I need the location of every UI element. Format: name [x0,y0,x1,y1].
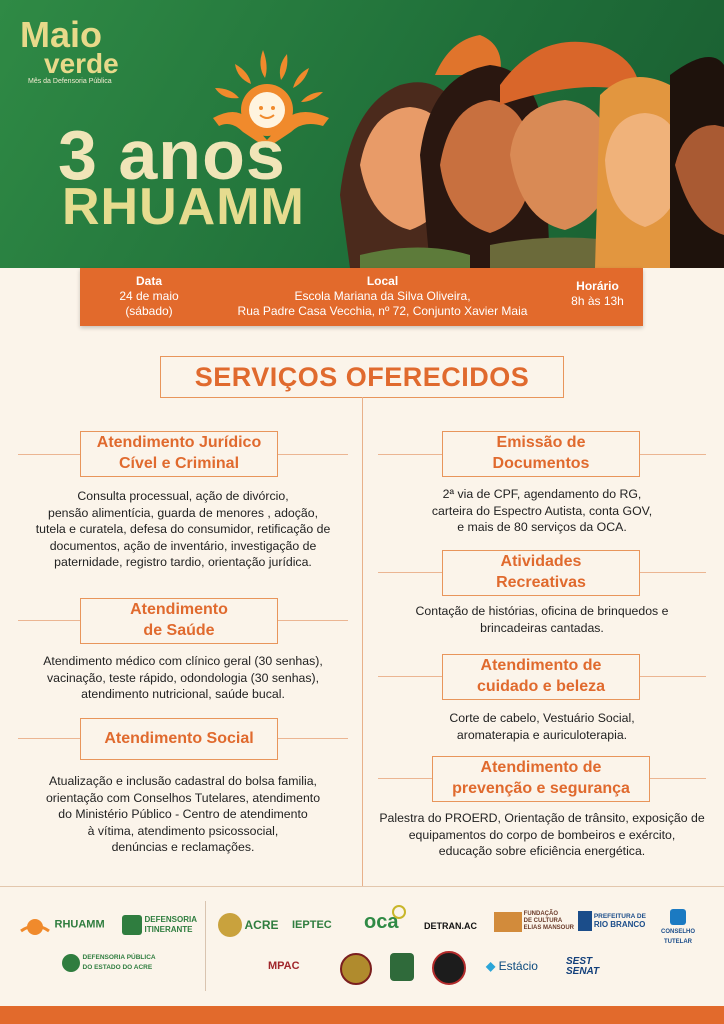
event-info-bar [80,268,643,326]
desc-line: Atualização e inclusão cadastral do bolsa familia, [49,774,317,788]
desc-line: vacinação, teste rápido, odondologia (30 senhas), [46,670,320,685]
heading-line1: Atendimento de [480,759,602,776]
date-day: (sábado) [125,304,173,318]
desc-documentos [378,486,706,536]
info-place [220,274,545,319]
heading-seguranca [432,756,650,802]
fundacao-line2: DE CULTURA [523,918,563,924]
bombeiros-badge-logo [432,951,466,985]
detran-text: DETRAN.AC [424,921,477,931]
heading-documentos [442,431,640,477]
sest-senat-logo [566,957,599,977]
rhuamm-logo [18,913,110,937]
defensoria-line2: DO ESTADO DO ACRE [82,964,153,971]
heading-line2: Cível e Criminal [118,455,240,472]
logo-maio: Maio [20,14,103,55]
heading-beleza [442,654,640,700]
heading-juridico [80,431,278,477]
defensoria-line1: DEFENSORIA PÚBLICA [82,954,156,961]
mpac-logo [268,961,300,971]
oca-logo [364,911,398,933]
services-title: SERVIÇOS OFERECIDOS [160,356,564,398]
prefeitura-line1: PREFEITURA DE [593,912,646,920]
desc-line: 2ª via de CPF, agendamento do RG, [442,487,642,501]
desc-line: e mais de 80 serviços da OCA. [457,520,627,535]
desc-recreativas [378,603,706,636]
heading-line2: cuidado e beleza [476,678,606,695]
detran-logo [424,921,477,931]
culture-icon [494,912,522,932]
acre-seal-icon [218,913,242,937]
desc-beleza [378,710,706,743]
heading-recreativas [442,550,640,596]
date-value: 24 de maio [119,289,179,303]
ieptec-text: IEPTEC [292,919,332,931]
desc-line: carteira do Espectro Autista, conta GOV, [431,503,653,518]
heading-saude [80,598,278,644]
shield-icon [122,915,142,935]
desc-line: paternidade, registro tardio, orientação jurídica. [54,555,312,570]
desc-line: brincadeiras cantadas. [480,620,604,635]
sest-text: SEST [566,956,593,967]
heading-line2: Documentos [492,455,590,472]
desc-line: aromaterapia e auriculoterapia. [456,727,628,742]
fundacao-cultura-logo [494,911,574,932]
desc-juridico [18,488,348,571]
estacio-text: Estácio [498,959,538,973]
seal-icon [62,954,80,972]
column-divider [362,397,363,887]
date-label: Data [135,274,162,288]
title-3-anos: 3 anos [58,116,286,194]
heading-line1: Atendimento Jurídico [96,434,262,451]
oca-icon [392,905,406,919]
time-label: Horário [576,279,619,293]
desc-saude [18,653,348,703]
heading-line2: de Saúde [143,622,215,639]
info-time [560,279,635,309]
hero-banner [0,0,724,268]
logo-subtitle: Mês da Defensoria Pública [28,78,112,85]
acre-gov-logo [218,913,284,937]
info-date [114,274,184,319]
itinerante-line2: ITINERANTE [144,925,193,934]
estacio-logo [486,961,538,971]
desc-line: Contação de histórias, oficina de brinquedos e [415,604,669,618]
desc-line: Consulta processual, ação de divórcio, [77,489,289,503]
itinerante-line1: DEFENSORIA [144,915,197,924]
mpac-text: MPAC [268,960,300,972]
defensoria-itinerante-logo [122,915,202,935]
desc-line: Corte de cabelo, Vestuário Social, [449,711,635,725]
prefeitura-line2: RIO BRANCO [593,919,646,929]
police-badge-logo [340,953,372,985]
rhuamm-text: RHUAMM [54,918,105,931]
family-icon [670,909,686,925]
oca-text: oca [364,911,399,933]
place-label: Local [366,274,399,288]
fundacao-line1: FUNDAÇÃO [523,911,559,917]
heading-social [80,718,278,760]
sun-icon [18,913,52,937]
desc-line: tutela e curatela, defesa do consumidor, retificação de [35,522,331,537]
desc-seguranca [372,810,712,860]
partners-footer [0,886,724,1007]
heading-line2: Recreativas [496,574,586,591]
desc-line: do Ministério Público - Centro de atendimento [58,807,308,822]
heading-line1: Atendimento Social [104,730,254,747]
acre-text: ACRE [244,918,279,932]
army-badge-logo [390,953,414,981]
desc-line: denúncias e reclamações. [111,840,255,855]
conselho-tutelar-logo [648,909,708,947]
logo-verde: verde [44,48,119,79]
time-value: 8h às 13h [571,294,624,308]
desc-line: à vítima, atendimento psicossocial, [87,823,279,838]
desc-line: pensão alimentícia, guarda de menores , adoção, [47,505,319,520]
heading-line2: prevenção e segurança [452,780,630,797]
illustrated-faces [340,15,724,268]
desc-line: equipamentos do corpo de bombeiros e exército, [408,827,676,842]
title-rhuamm: RHUAMM [62,178,305,236]
desc-line: Atendimento médico com clínico geral (30 senhas), [43,654,323,668]
desc-line: educação sobre eficiência energética. [438,844,646,859]
city-shield-icon [578,911,592,931]
fundacao-line3: ELIAS MANSOUR [523,925,575,931]
defensoria-publica-logo [62,953,162,973]
heading-line1: Atendimento [130,601,228,618]
heading-line1: Atendimento de [480,657,602,674]
desc-line: documentos, ação de inventário, investigação de [49,538,317,553]
desc-line: Palestra do PROERD, Orientação de trânsito, exposição de [379,811,705,825]
ieptec-logo [292,920,332,930]
heading-line1: Emissão de [496,434,586,451]
heading-line1: Atividades [500,553,582,570]
conselho-text: CONSELHO TUTELAR [660,929,695,945]
place-line1: Escola Mariana da Silva Oliveira, [294,289,471,303]
bottom-bar [0,1006,724,1024]
desc-line: atendimento nutricional, saúde bucal. [81,687,285,702]
desc-social [18,773,348,856]
senat-text: SENAT [566,966,600,977]
place-line2: Rua Padre Casa Vecchia, nº 72, Conjunto Xavier Maia [237,304,528,318]
estacio-icon: ◆ [486,959,496,973]
prefeitura-logo [578,911,646,931]
desc-line: orientação com Conselhos Tutelares, atendimento [45,790,321,805]
footer-divider [205,901,206,991]
